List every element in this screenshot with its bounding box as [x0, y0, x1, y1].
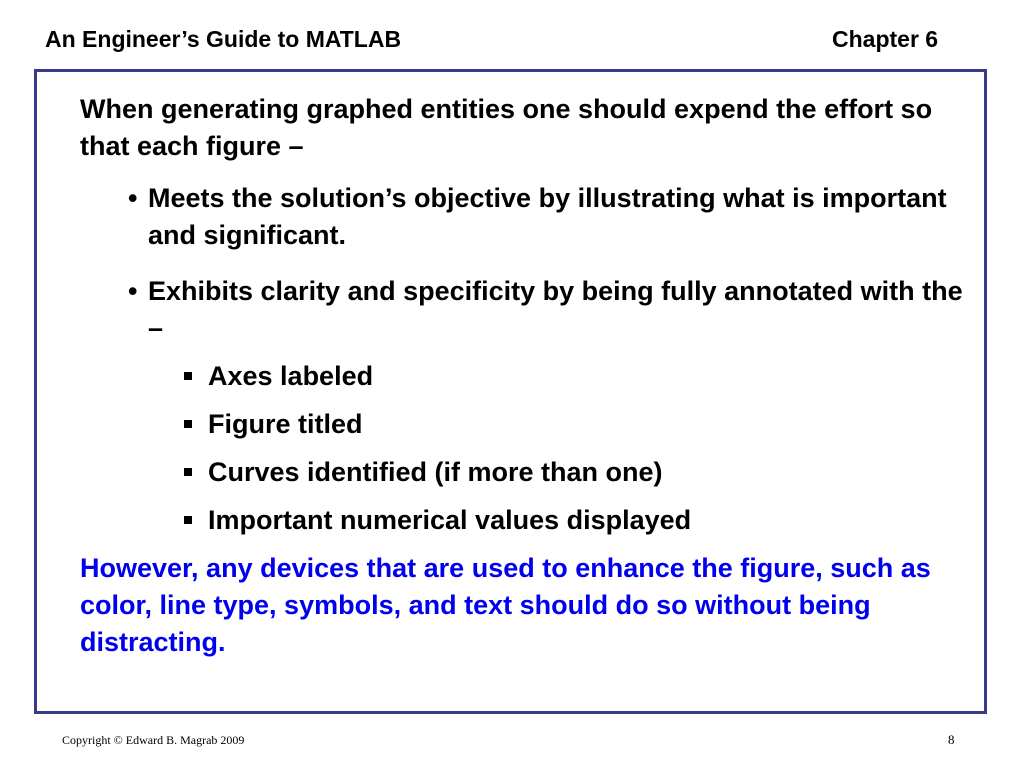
sub-bullet-text: Figure titled — [208, 409, 363, 439]
annotation-sublist — [80, 358, 980, 539]
sub-bullet-item — [80, 502, 980, 539]
sub-bullet-text: Curves identified (if more than one) — [208, 457, 663, 487]
slide-body — [80, 91, 980, 661]
slide-header-title: An Engineer’s Guide to MATLAB — [45, 26, 402, 52]
slide-chapter-label: Chapter 6 — [832, 26, 939, 52]
bullet-marker: • — [128, 183, 138, 213]
sub-bullet-item — [80, 406, 980, 443]
bullet-text: Exhibits clarity and specificity by being fully annotated with the – — [148, 276, 963, 343]
bullet-item-clarity — [80, 273, 980, 347]
closing-paragraph: However, any devices that are used to enhance the figure, such as color, line type, symbols, and text should do so without being distracting. — [80, 553, 931, 657]
sub-bullet-item — [80, 358, 980, 395]
square-bullet-icon — [184, 420, 192, 428]
sub-bullet-text: Important numerical values displayed — [208, 505, 692, 535]
footer-copyright: Copyright © Edward B. Magrab 2009 — [62, 733, 245, 747]
sub-bullet-text: Axes labeled — [208, 361, 374, 391]
square-bullet-icon — [184, 516, 192, 524]
footer-page-number: 8 — [948, 732, 955, 747]
bullet-text: Meets the solution’s objective by illustrating what is important and significant. — [148, 183, 947, 250]
bullet-marker: • — [128, 276, 138, 306]
square-bullet-icon — [184, 468, 192, 476]
square-bullet-icon — [184, 372, 192, 380]
bullet-item-objective — [80, 180, 980, 254]
intro-paragraph: When generating graphed entities one should expend the effort so that each figure – — [80, 94, 933, 161]
sub-bullet-item — [80, 454, 980, 491]
